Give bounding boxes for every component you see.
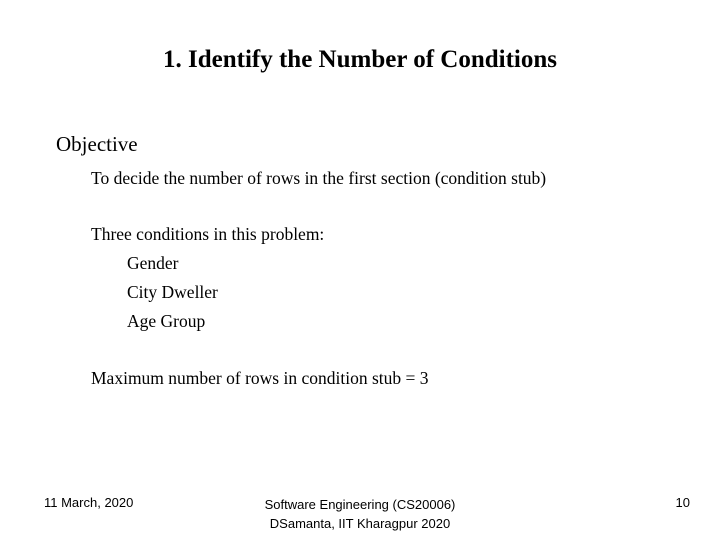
footer-date: 11 March, 2020 <box>44 495 134 510</box>
footer-course: Software Engineering (CS20006) <box>264 497 456 512</box>
objective-text: To decide the number of rows in the first section (condition stub) <box>91 168 547 188</box>
condition-item: Gender <box>127 253 179 273</box>
conditions-intro: Three conditions in this problem: <box>91 224 325 244</box>
objective-heading: Objective <box>56 132 138 156</box>
footer-author: DSamanta, IIT Kharagpur 2020 <box>269 516 451 531</box>
max-rows-text: Maximum number of rows in condition stub = 3 <box>91 368 429 388</box>
page-number: 10 <box>675 495 690 510</box>
footer-center <box>210 495 510 533</box>
condition-item: City Dweller <box>127 282 218 302</box>
condition-item: Age Group <box>127 311 206 331</box>
slide-title: 1. Identify the Number of Conditions <box>162 46 558 73</box>
